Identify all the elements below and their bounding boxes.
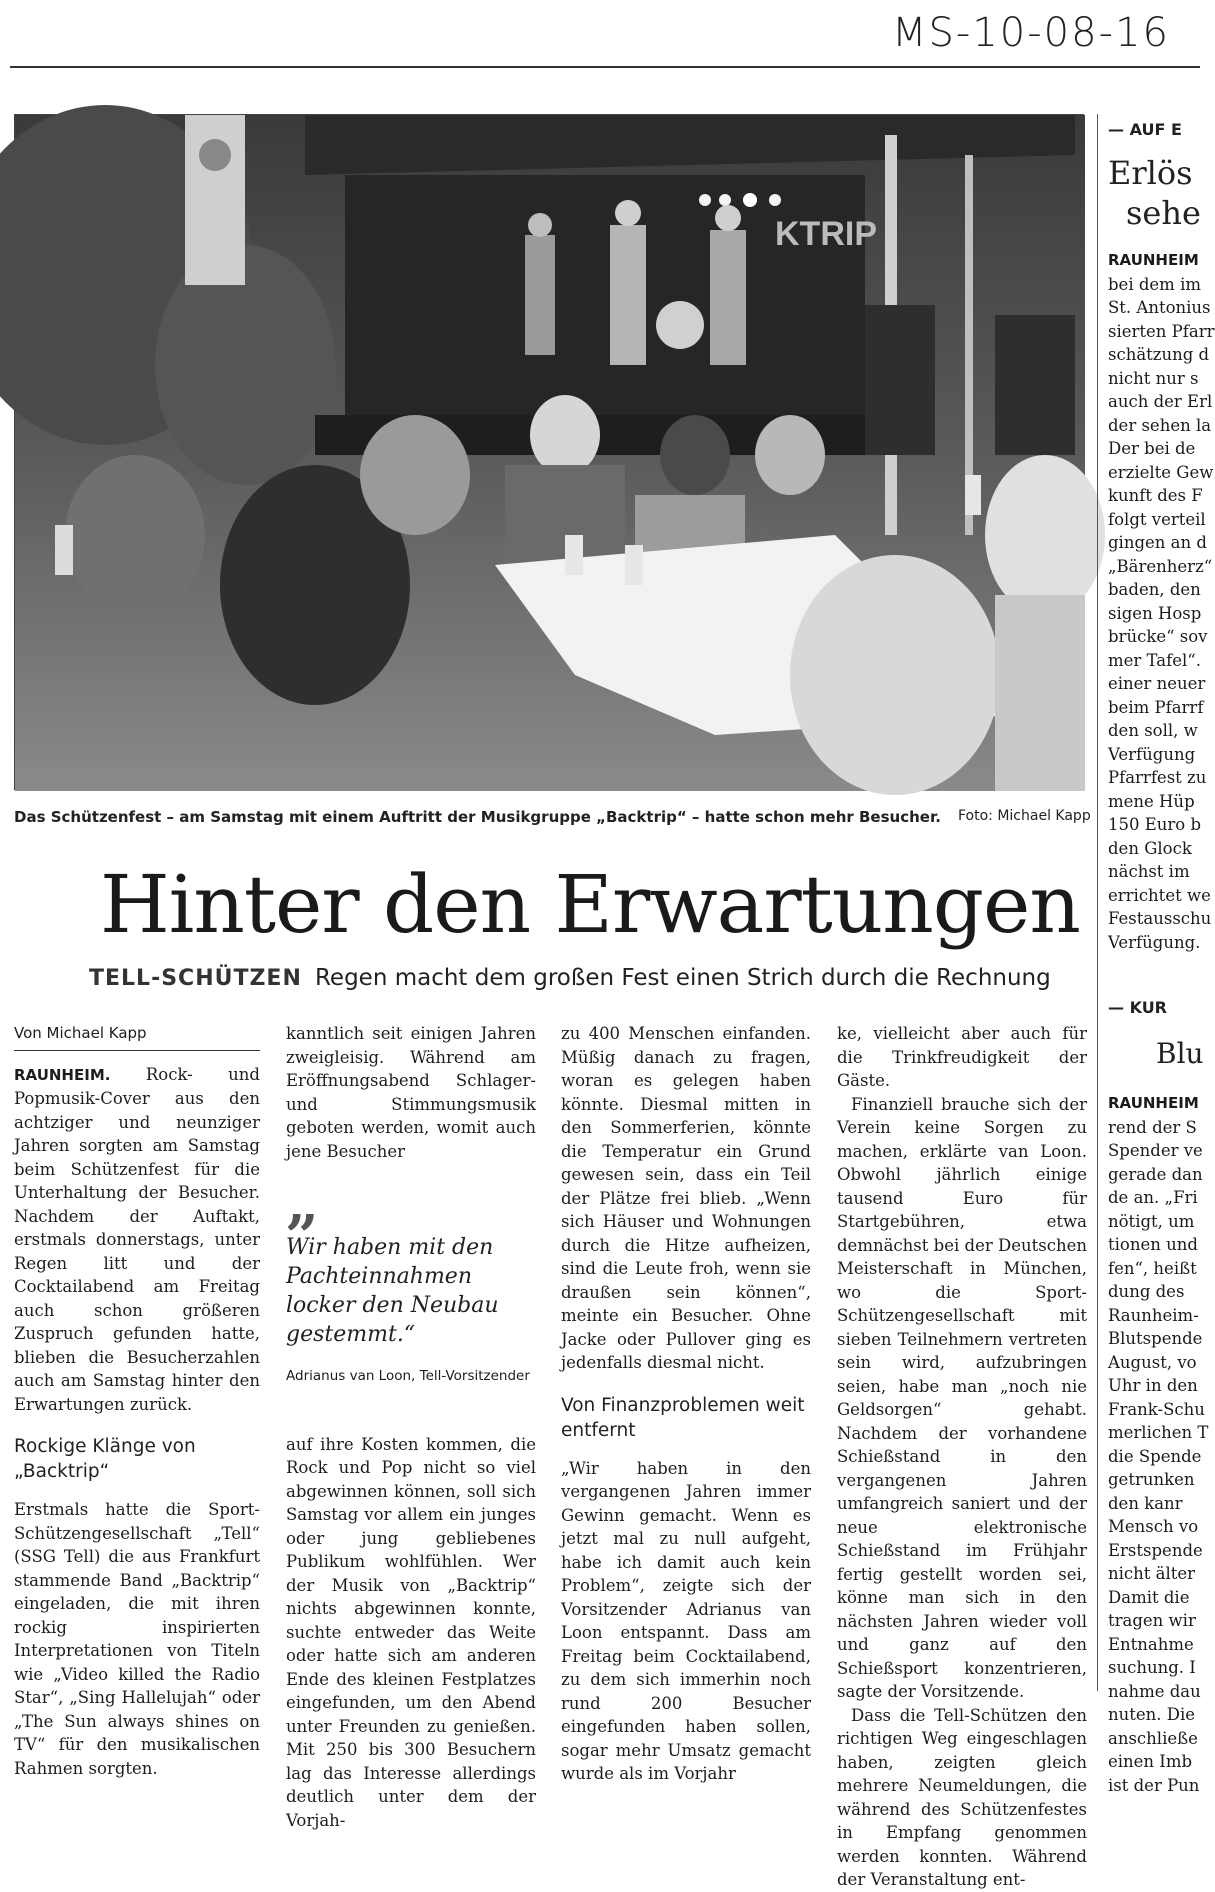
side-text-line: merlichen T	[1108, 1423, 1209, 1442]
subheadline	[89, 965, 1051, 991]
side-text-line: den soll, w	[1108, 721, 1198, 740]
side-text-line: nötigt, um	[1108, 1211, 1195, 1231]
side-text-line: Mensch vo	[1108, 1517, 1199, 1536]
stage-banner-text: KTRIP	[775, 215, 877, 253]
side-article-text	[1108, 249, 1215, 954]
side-text-line: nuten. Die	[1108, 1705, 1196, 1724]
side-text-line: baden, den	[1108, 580, 1201, 599]
side-text-line: Blutspende	[1108, 1329, 1203, 1348]
article-headline: Hinter den Erwartungen	[100, 858, 1080, 951]
side-text-line: Der bei de	[1108, 439, 1196, 458]
paragraph: ke, vielleicht aber auch für die Trinkfreudigkeit der Gäste.	[837, 1024, 1087, 1090]
side-text-line: sierten Pfarr	[1108, 321, 1215, 341]
side-text-line: nahme dau	[1108, 1681, 1201, 1701]
side-article-text	[1108, 1092, 1209, 1797]
side-text-line: St. Antonius	[1108, 298, 1211, 317]
side-text-line: gingen an d	[1108, 533, 1207, 552]
side-text-line: anschließe	[1108, 1728, 1198, 1748]
side-text-line: Verfügung	[1108, 744, 1196, 764]
side-text-line: „Bärenherz“	[1108, 556, 1213, 576]
section-subheading: Rockige Klänge von „Backtrip“	[14, 1436, 196, 1482]
side-text-line: sigen Hosp	[1108, 603, 1202, 623]
article-column-4	[837, 1022, 1087, 1892]
article-column-2	[286, 1022, 536, 1832]
side-text-line: den Glock	[1108, 838, 1192, 858]
side-text-line: nicht älter	[1108, 1564, 1196, 1583]
side-text-line: auch der Erl	[1108, 392, 1213, 411]
side-text-line: brücke“ sov	[1108, 627, 1208, 646]
side-text-line: rend der S	[1108, 1117, 1197, 1137]
paragraph-text: Rock- und Popmusik-Cover aus den achtziger und neunziger Jahren sorgten am Samstag beim Schützenfest für die Unterhaltung der Besucher. Nachdem der Auftakt, erstmals donnerstags, unter Regen litt und der Cocktailabend am Freitag auch schon größeren Zuspruch gefunden hatte, blieben die Besucherzahlen auch am Samstag hinter den Erwartungen zurück.	[14, 1064, 260, 1414]
side-text-line: Raunheim-	[1108, 1305, 1199, 1325]
side-text-line: erzielte Gew	[1108, 462, 1214, 482]
byline: Von Michael Kapp	[14, 1022, 260, 1051]
handwritten-date-note: MS-10-08-16	[892, 10, 1170, 56]
paragraph: Finanziell brauche sich der Verein keine Sorgen zu machen, erklärte van Loon. Obwohl jährlich einige tausend Euro für Startgebühren, etwa demnächst bei der Deutschen Meisterschaft in München, wo die Sport-Schützengesellschaft mit sieben Teilnehmern vertreten sein wird, aufzubringen seien, habe man „noch nie Geldsorgen“ gehabt. Nachdem der vorhandene Schießstand in den vergangenen Jahren umfangreich saniert und der neue elektronische Schießstand im Frühjahr fertig gestellt worden sei, könne man sich in den nächsten Jahren wieder voll und ganz auf den Schießsport konzentrieren, sagte der Vorsitzende.	[837, 1094, 1087, 1701]
side-text-line: Erstspende	[1108, 1540, 1203, 1560]
paragraph: Erstmals hatte die Sport-Schützengesellschaft „Tell“ (SSG Tell) die aus Frankfurt stammende Band „Backtrip“ eingeladen, die mit ihren rockig inspirierten Interpretationen von Titeln wie „Video killed the Radio Star“, „Sing Hallelujah“ oder „The Sun always shines on TV“ für den musikalischen Rahmen sorgten.	[14, 1500, 260, 1778]
side-text-line: dung des	[1108, 1282, 1185, 1301]
side-text-line: fen“, heißt	[1108, 1258, 1197, 1278]
side-text-line: ist der Pun	[1108, 1775, 1200, 1795]
side-text-line: suchung. I	[1108, 1658, 1196, 1677]
side-text-line: mer Tafel“.	[1108, 650, 1201, 670]
side-text-line: die Spende	[1108, 1446, 1202, 1466]
side-text-line: den kanr	[1108, 1493, 1183, 1513]
quote-mark-icon: „	[286, 1169, 320, 1237]
side-text-line: Frank-Schu	[1108, 1399, 1205, 1419]
paragraph: zu 400 Menschen einfanden. Müßig danach zu fragen, woran es gelegen haben könnte. Diesmal mitten in den Sommerferien, könnte die Temperatur ein Grund gewesen sein, dass ein Teil der Plätze frei blieb. „Wenn sich Häuser und Wohnungen durch die Hitze aufheizen, sind die Leute froh, wenn sie draußen sein können“, meinte ein Besucher. Ohne Jacke oder Pullover ging es jedenfalls diesmal nicht.	[561, 1024, 811, 1372]
pull-quote: Wir haben mit den Pachteinnahmen locker den Neubau gestemmt.“	[286, 1235, 499, 1347]
side-text-line: nächst im	[1108, 862, 1190, 881]
side-kicker: — AUF E	[1108, 120, 1182, 139]
side-title-line: Erlös	[1108, 154, 1193, 192]
side-text-line: tragen wir	[1108, 1611, 1196, 1630]
side-text-line: errichtet we	[1108, 885, 1211, 905]
side-kicker: — KUR	[1108, 998, 1167, 1017]
side-text-line: einen Imb	[1108, 1752, 1193, 1771]
article-subtitle: Regen macht dem großen Fest einen Strich durch die Rechnung	[314, 965, 1051, 991]
section-subheading: Von Finanzproblemen weit entfernt	[561, 1394, 805, 1441]
article-column-3	[561, 1022, 811, 1786]
side-text-line: Pfarrfest zu	[1108, 768, 1207, 787]
concert-photo	[14, 114, 1084, 790]
dateline: RAUNHEIM.	[14, 1065, 111, 1084]
side-text-line: Uhr in den	[1108, 1376, 1198, 1395]
side-text-line: schätzung d	[1108, 345, 1210, 364]
side-text-line: RAUNHEIM	[1108, 251, 1199, 269]
side-title-line: sehe	[1126, 194, 1201, 232]
side-text-line: folgt verteil	[1108, 509, 1206, 529]
side-text-line: Entnahme	[1108, 1634, 1194, 1654]
side-text-line: mene Hüp	[1108, 791, 1195, 811]
side-text-line: tionen und	[1108, 1235, 1198, 1254]
paragraph: Dass die Tell-Schützen den richtigen Weg eingeschlagen haben, zeigten gleich mehrere Neumeldungen, die während des Schützenfestes in Empfang genommen werden konnten. Während der Veranstaltung ent-	[837, 1705, 1087, 1889]
paragraph: kanntlich seit einigen Jahren zweigleisig. Während am Eröffnungsabend Schlager- und Stimmungsmusik geboten werden, womit auch jene Besucher	[286, 1024, 536, 1161]
article-kicker: TELL-SCHÜTZEN	[89, 966, 302, 991]
side-text-line: beim Pfarrf	[1108, 697, 1204, 717]
pull-quote-source: Adrianus van Loon, Tell-Vorsitzender	[286, 1368, 530, 1384]
side-title-line: Blu	[1156, 1037, 1204, 1070]
photo-credit: Foto: Michael Kapp	[958, 808, 1091, 824]
side-text-line: 150 Euro b	[1108, 815, 1202, 834]
side-text-line: Festausschu	[1108, 909, 1212, 928]
side-text-line: kunft des F	[1108, 486, 1203, 505]
side-text-line: Spender ve	[1108, 1141, 1203, 1160]
adjacent-article-column	[1097, 114, 1215, 1795]
side-text-line: der sehen la	[1108, 415, 1212, 435]
top-rule	[10, 66, 1200, 68]
paragraph: „Wir haben in den vergangenen Jahren immer Gewinn gemacht. Wenn es jetzt mal zu null aufgeht, habe ich damit auch kein Problem“, zeigte sich der Vorsitzender Adrianus van Loon entspannt. Dass am Freitag beim Cocktailabend, zu dem sich immerhin noch rund 200 Besucher eingefunden haben sollen, sogar mehr Umsatz gemacht wurde als im Vorjahr	[561, 1458, 811, 1783]
photo-caption: Das Schützenfest – am Samstag mit einem Auftritt der Musikgruppe „Backtrip“ – hatte schon mehr Besucher.	[14, 808, 941, 826]
side-text-line: getrunken	[1108, 1470, 1195, 1489]
side-text-line: August, vo	[1108, 1352, 1197, 1372]
side-text-line: Damit die	[1108, 1587, 1190, 1607]
article-column-1	[14, 1022, 260, 1780]
side-text-line: einer neuer	[1108, 674, 1206, 693]
side-text-line: gerade dan	[1108, 1164, 1203, 1184]
paragraph	[14, 1063, 260, 1417]
side-text-line: Verfügung.	[1108, 932, 1201, 952]
paragraph: auf ihre Kosten kommen, die Rock und Pop nicht so viel abgewinnen können, soll sich Samstag vor allem ein junges oder jung gebliebenes Publikum wohlfühlen. Wer der Musik von „Backtrip“ nichts abgewinnen konnte, suchte entweder das Weite oder hatte sich am anderen Ende des kleinen Festplatzes eingefunden, um den Abend unter Freunden zu genießen. Mit 250 bis 300 Besuchern lag das Interesse allerdings deutlich unter dem der Vorjah-	[286, 1434, 536, 1830]
side-text-line: nicht nur s	[1108, 368, 1199, 388]
side-text-line: de an. „Fri	[1108, 1188, 1198, 1207]
side-text-line: bei dem im	[1108, 274, 1201, 294]
side-text-line: RAUNHEIM	[1108, 1094, 1199, 1112]
